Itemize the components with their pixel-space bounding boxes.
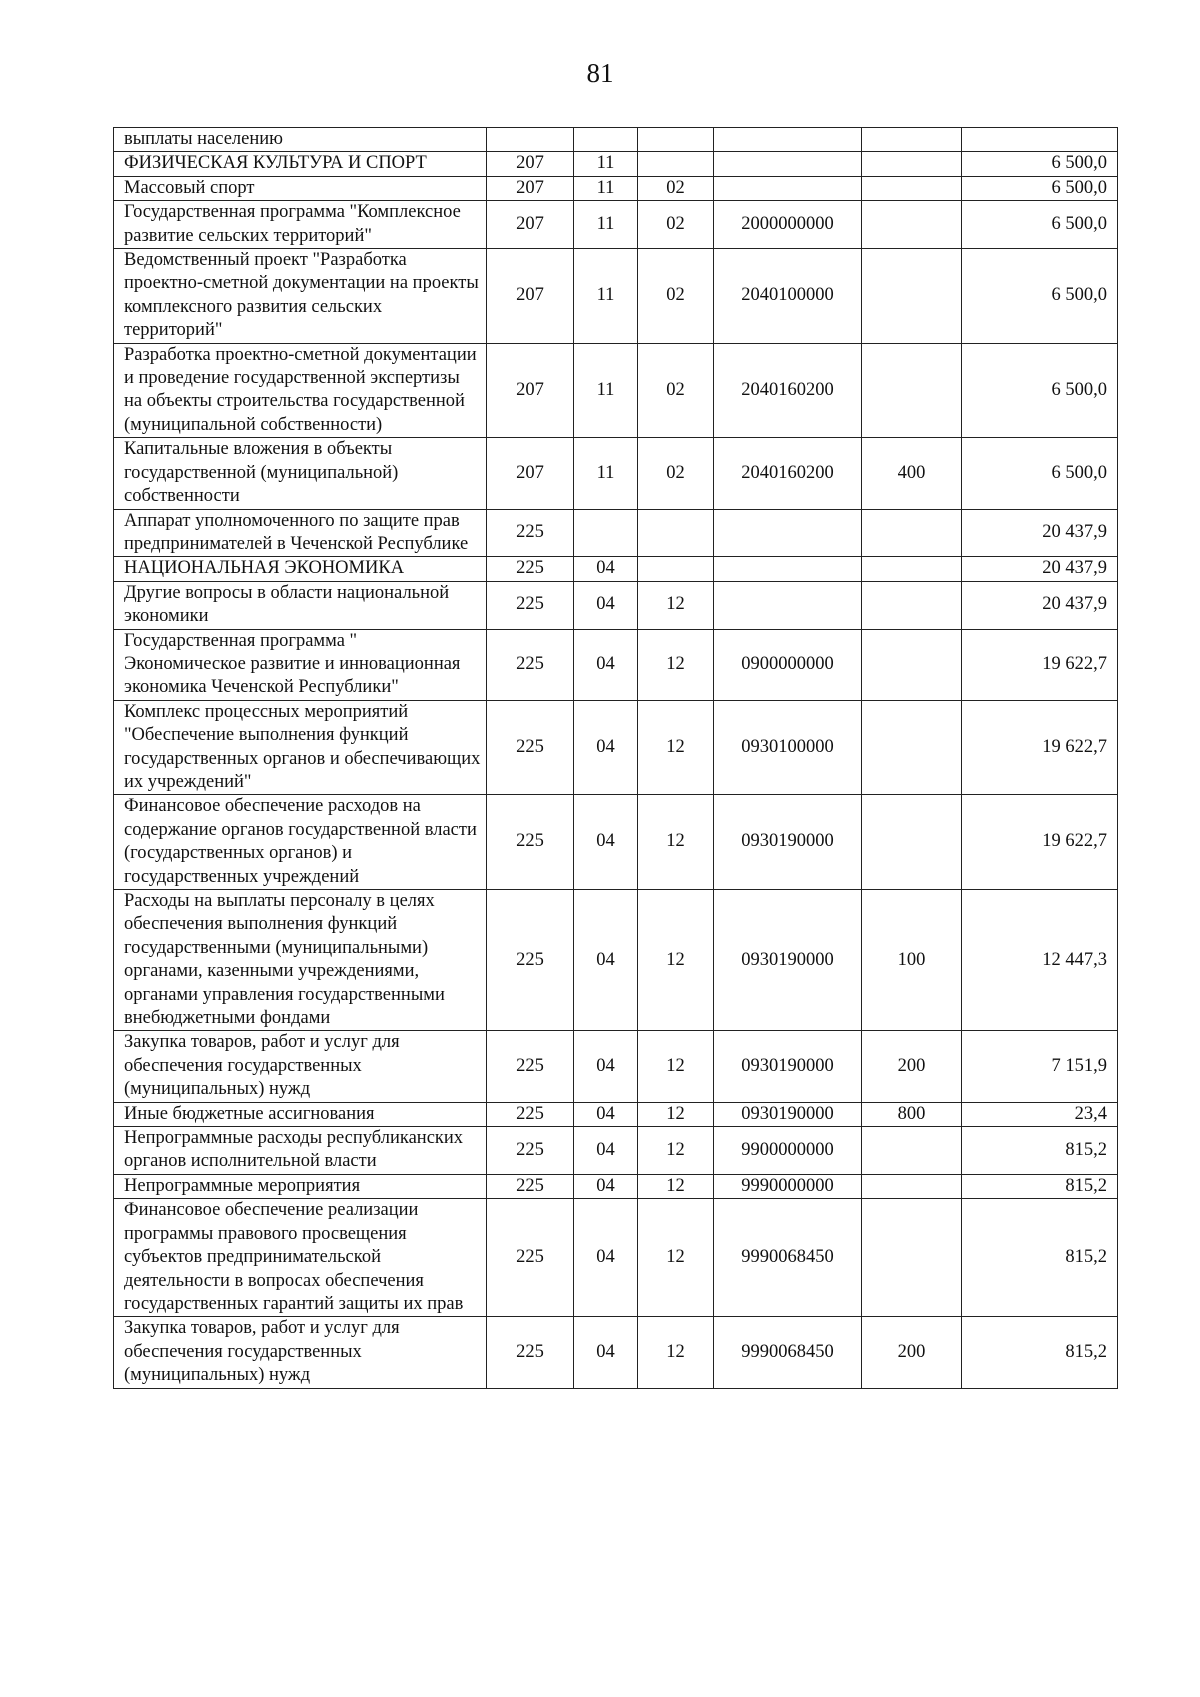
- row-section-code: 04: [574, 629, 638, 700]
- table-row: [114, 557, 1118, 581]
- row-subsection-code: 02: [638, 176, 714, 200]
- row-amount: 19 622,7: [962, 795, 1118, 890]
- row-amount: 6 500,0: [962, 201, 1118, 249]
- row-section-code: 11: [574, 249, 638, 344]
- row-subsection-code: 12: [638, 1199, 714, 1317]
- row-admin-code: 207: [487, 343, 574, 438]
- row-name: Непрограммные мероприятия: [114, 1174, 487, 1198]
- row-name: Непрограммные расходы республиканских органов исполнительной власти: [114, 1127, 487, 1175]
- row-section-code: 11: [574, 343, 638, 438]
- row-admin-code: 207: [487, 176, 574, 200]
- row-name: Иные бюджетные ассигнования: [114, 1102, 487, 1126]
- row-subsection-code: [638, 152, 714, 176]
- row-section-code: 04: [574, 1127, 638, 1175]
- row-target-article: 0930100000: [714, 700, 862, 795]
- row-expense-type: [862, 1174, 962, 1198]
- row-target-article: [714, 557, 862, 581]
- table-row: [114, 581, 1118, 629]
- row-amount: 19 622,7: [962, 700, 1118, 795]
- row-amount: 19 622,7: [962, 629, 1118, 700]
- row-amount: 815,2: [962, 1317, 1118, 1388]
- row-admin-code: 207: [487, 152, 574, 176]
- row-expense-type: 200: [862, 1317, 962, 1388]
- row-name: НАЦИОНАЛЬНАЯ ЭКОНОМИКА: [114, 557, 487, 581]
- row-name: ФИЗИЧЕСКАЯ КУЛЬТУРА И СПОРТ: [114, 152, 487, 176]
- row-target-article: 9900000000: [714, 1127, 862, 1175]
- budget-table-body: [114, 128, 1118, 1389]
- row-subsection-code: [638, 509, 714, 557]
- row-admin-code: 225: [487, 890, 574, 1031]
- row-target-article: [714, 152, 862, 176]
- row-admin-code: 225: [487, 557, 574, 581]
- row-subsection-code: 12: [638, 629, 714, 700]
- row-admin-code: 225: [487, 1174, 574, 1198]
- row-target-article: 2040100000: [714, 249, 862, 344]
- table-row: [114, 1127, 1118, 1175]
- row-expense-type: [862, 557, 962, 581]
- row-admin-code: 225: [487, 700, 574, 795]
- row-expense-type: 200: [862, 1031, 962, 1102]
- row-amount: 7 151,9: [962, 1031, 1118, 1102]
- table-row: [114, 1174, 1118, 1198]
- row-target-article: 0930190000: [714, 1102, 862, 1126]
- table-row: [114, 509, 1118, 557]
- row-subsection-code: 12: [638, 1102, 714, 1126]
- row-admin-code: 225: [487, 581, 574, 629]
- row-expense-type: [862, 176, 962, 200]
- row-section-code: 04: [574, 1031, 638, 1102]
- table-row: [114, 438, 1118, 509]
- row-section-code: 11: [574, 201, 638, 249]
- row-amount: [962, 128, 1118, 152]
- row-amount: 6 500,0: [962, 438, 1118, 509]
- table-row: [114, 343, 1118, 438]
- row-expense-type: [862, 795, 962, 890]
- row-name: Государственная программа " Экономическое развитие и инновационная экономика Чеченской Республики": [114, 629, 487, 700]
- row-subsection-code: 12: [638, 1317, 714, 1388]
- budget-table: [113, 127, 1118, 1389]
- row-subsection-code: 02: [638, 343, 714, 438]
- row-admin-code: [487, 128, 574, 152]
- row-section-code: 11: [574, 152, 638, 176]
- row-target-article: 9990068450: [714, 1317, 862, 1388]
- row-section-code: 04: [574, 1174, 638, 1198]
- table-row: [114, 1199, 1118, 1317]
- row-expense-type: [862, 152, 962, 176]
- row-name: Ведомственный проект "Разработка проектно-сметной документации на проекты комплексного развития сельских территорий": [114, 249, 487, 344]
- row-expense-type: 400: [862, 438, 962, 509]
- page-number: 81: [586, 58, 614, 88]
- table-row: [114, 795, 1118, 890]
- row-amount: 6 500,0: [962, 176, 1118, 200]
- table-row: [114, 700, 1118, 795]
- row-amount: 20 437,9: [962, 557, 1118, 581]
- row-subsection-code: 12: [638, 700, 714, 795]
- row-name: Комплекс процессных мероприятий "Обеспечение выполнения функций государственных органов и обеспечивающих их учреждений": [114, 700, 487, 795]
- row-target-article: 0930190000: [714, 890, 862, 1031]
- row-section-code: 04: [574, 581, 638, 629]
- row-section-code: 11: [574, 438, 638, 509]
- table-row: [114, 1031, 1118, 1102]
- row-name: Закупка товаров, работ и услуг для обеспечения государственных (муниципальных) нужд: [114, 1317, 487, 1388]
- row-expense-type: [862, 343, 962, 438]
- row-section-code: 04: [574, 700, 638, 795]
- row-admin-code: 225: [487, 629, 574, 700]
- row-section-code: 04: [574, 795, 638, 890]
- row-admin-code: 225: [487, 1199, 574, 1317]
- row-subsection-code: 12: [638, 795, 714, 890]
- row-admin-code: 225: [487, 509, 574, 557]
- row-admin-code: 225: [487, 1102, 574, 1126]
- row-amount: 815,2: [962, 1199, 1118, 1317]
- row-target-article: 9990068450: [714, 1199, 862, 1317]
- row-expense-type: [862, 128, 962, 152]
- row-section-code: 04: [574, 890, 638, 1031]
- row-admin-code: 225: [487, 795, 574, 890]
- row-subsection-code: 02: [638, 249, 714, 344]
- row-expense-type: 100: [862, 890, 962, 1031]
- row-name: Расходы на выплаты персоналу в целях обеспечения выполнения функций государственными (муниципальными) органами, казенными учреждениями, органами управления государственными внебюджетными фондами: [114, 890, 487, 1031]
- row-section-code: [574, 509, 638, 557]
- row-subsection-code: 12: [638, 1174, 714, 1198]
- row-section-code: 04: [574, 1199, 638, 1317]
- row-section-code: 04: [574, 557, 638, 581]
- row-admin-code: 207: [487, 249, 574, 344]
- row-subsection-code: [638, 128, 714, 152]
- row-amount: 815,2: [962, 1174, 1118, 1198]
- row-amount: 20 437,9: [962, 509, 1118, 557]
- table-row: [114, 1317, 1118, 1388]
- row-target-article: [714, 176, 862, 200]
- row-subsection-code: 12: [638, 1031, 714, 1102]
- table-row: [114, 629, 1118, 700]
- row-admin-code: 207: [487, 438, 574, 509]
- row-name: Финансовое обеспечение расходов на содержание органов государственной власти (государственных органов) и государственных учреждений: [114, 795, 487, 890]
- row-admin-code: 207: [487, 201, 574, 249]
- row-admin-code: 225: [487, 1031, 574, 1102]
- table-row: [114, 152, 1118, 176]
- row-amount: 23,4: [962, 1102, 1118, 1126]
- table-row: [114, 201, 1118, 249]
- row-target-article: 9990000000: [714, 1174, 862, 1198]
- row-section-code: 04: [574, 1102, 638, 1126]
- row-subsection-code: 02: [638, 438, 714, 509]
- row-target-article: [714, 128, 862, 152]
- row-amount: 12 447,3: [962, 890, 1118, 1031]
- row-target-article: [714, 509, 862, 557]
- row-target-article: 2040160200: [714, 438, 862, 509]
- row-name: Государственная программа "Комплексное развитие сельских территорий": [114, 201, 487, 249]
- row-section-code: [574, 128, 638, 152]
- row-amount: 6 500,0: [962, 152, 1118, 176]
- row-admin-code: 225: [487, 1127, 574, 1175]
- row-expense-type: [862, 201, 962, 249]
- row-expense-type: [862, 700, 962, 795]
- row-target-article: [714, 581, 862, 629]
- row-name: Массовый спорт: [114, 176, 487, 200]
- row-expense-type: [862, 581, 962, 629]
- row-name: Аппарат уполномоченного по защите прав предпринимателей в Чеченской Республике: [114, 509, 487, 557]
- table-row: [114, 128, 1118, 152]
- row-expense-type: [862, 249, 962, 344]
- row-target-article: 0930190000: [714, 1031, 862, 1102]
- row-target-article: 0930190000: [714, 795, 862, 890]
- table-row: [114, 249, 1118, 344]
- row-expense-type: 800: [862, 1102, 962, 1126]
- table-row: [114, 176, 1118, 200]
- row-name: Другие вопросы в области национальной экономики: [114, 581, 487, 629]
- row-target-article: 0900000000: [714, 629, 862, 700]
- row-amount: 815,2: [962, 1127, 1118, 1175]
- row-subsection-code: 12: [638, 1127, 714, 1175]
- row-name: Закупка товаров, работ и услуг для обеспечения государственных (муниципальных) нужд: [114, 1031, 487, 1102]
- row-subsection-code: 12: [638, 890, 714, 1031]
- row-target-article: 2000000000: [714, 201, 862, 249]
- row-amount: 6 500,0: [962, 249, 1118, 344]
- row-name: Финансовое обеспечение реализации программы правового просвещения субъектов предпринимательской деятельности в вопросах обеспечения государственных гарантий защиты их прав: [114, 1199, 487, 1317]
- row-amount: 20 437,9: [962, 581, 1118, 629]
- row-name: Разработка проектно-сметной документации и проведение государственной экспертизы на объекты строительства государственной (муниципальной собственности): [114, 343, 487, 438]
- row-target-article: 2040160200: [714, 343, 862, 438]
- row-amount: 6 500,0: [962, 343, 1118, 438]
- row-name: Капитальные вложения в объекты государственной (муниципальной) собственности: [114, 438, 487, 509]
- row-expense-type: [862, 509, 962, 557]
- row-admin-code: 225: [487, 1317, 574, 1388]
- row-section-code: 11: [574, 176, 638, 200]
- row-section-code: 04: [574, 1317, 638, 1388]
- row-expense-type: [862, 1127, 962, 1175]
- row-expense-type: [862, 1199, 962, 1317]
- row-subsection-code: [638, 557, 714, 581]
- row-subsection-code: 02: [638, 201, 714, 249]
- row-subsection-code: 12: [638, 581, 714, 629]
- table-row: [114, 1102, 1118, 1126]
- table-row: [114, 890, 1118, 1031]
- row-name: выплаты населению: [114, 128, 487, 152]
- row-expense-type: [862, 629, 962, 700]
